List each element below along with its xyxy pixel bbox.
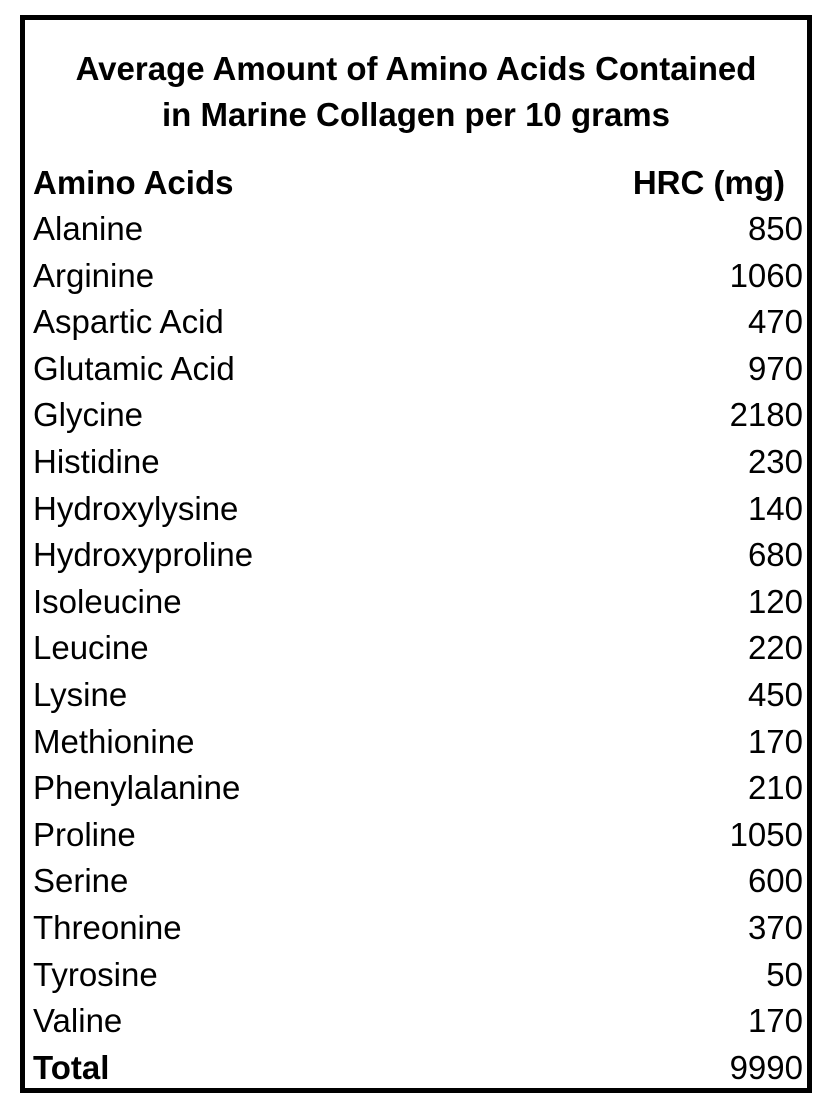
- table-frame: [20, 15, 812, 1093]
- amino-acid-name: Threonine: [33, 908, 182, 946]
- column-header-row: [25, 160, 807, 206]
- table-row: [25, 532, 807, 579]
- column-header-amino-acids: Amino Acids: [33, 164, 234, 201]
- total-amount: 9990: [729, 1048, 803, 1086]
- amino-acid-amount: 170: [747, 1002, 803, 1040]
- amino-acid-amount: 370: [747, 908, 803, 946]
- amino-acid-amount: 230: [747, 442, 803, 480]
- amino-acid-amount: 970: [747, 349, 803, 387]
- amino-acid-amount: 850: [747, 210, 803, 247]
- table-row: [25, 346, 807, 393]
- column-header-hrc: HRC (mg): [632, 164, 785, 201]
- amino-acid-amount: 1050: [729, 815, 803, 853]
- amino-acid-name: Histidine: [33, 442, 160, 480]
- table-row: [25, 812, 807, 859]
- amino-acid-amount: 450: [747, 675, 803, 713]
- amino-acid-name: Proline: [33, 815, 136, 853]
- amino-acid-name: Methionine: [33, 722, 195, 760]
- table-row: [25, 206, 807, 253]
- table-row: [25, 299, 807, 346]
- amino-acid-amount: 680: [747, 536, 803, 574]
- amino-acid-name: Isoleucine: [33, 582, 182, 620]
- amino-acid-name: Valine: [33, 1002, 123, 1040]
- table-title: [25, 46, 807, 138]
- table-row: [25, 952, 807, 999]
- amino-acid-amount: 470: [747, 303, 803, 341]
- amino-acid-name: Aspartic Acid: [33, 303, 224, 341]
- amino-acid-amount: 600: [747, 862, 803, 900]
- table-row: [25, 625, 807, 672]
- table-row: [25, 905, 807, 952]
- amino-acid-amount: 50: [766, 955, 803, 993]
- amino-acid-amount: 210: [747, 769, 803, 807]
- title-line-2: in Marine Collagen per 10 grams: [162, 96, 670, 133]
- table-row: [25, 253, 807, 300]
- amino-acid-name: Arginine: [33, 256, 155, 294]
- amino-acid-name: Leucine: [33, 629, 149, 667]
- amino-acid-amount: 1060: [729, 256, 803, 294]
- amino-acid-name: Tyrosine: [33, 955, 158, 993]
- total-row: [25, 1045, 807, 1092]
- table-row: [25, 579, 807, 626]
- table-row: [25, 719, 807, 766]
- amino-acid-name: Hydroxylysine: [33, 489, 239, 527]
- total-label: Total: [33, 1048, 110, 1086]
- amino-acid-name: Lysine: [33, 675, 128, 713]
- amino-acid-name: Phenylalanine: [33, 769, 241, 807]
- amino-acid-name: Glutamic Acid: [33, 349, 235, 387]
- amino-acid-name: Serine: [33, 862, 129, 900]
- amino-acid-amount: 220: [747, 629, 803, 667]
- table-row: [25, 998, 807, 1045]
- table-row: [25, 858, 807, 905]
- amino-acid-name: Alanine: [33, 210, 144, 247]
- amino-acid-amount: 140: [747, 489, 803, 527]
- amino-acid-name: Glycine: [33, 396, 144, 434]
- amino-acid-amount: 170: [747, 722, 803, 760]
- table-row: [25, 486, 807, 533]
- table-row: [25, 672, 807, 719]
- table-row: [25, 439, 807, 486]
- table-row: [25, 392, 807, 439]
- amino-acid-amount: 2180: [729, 396, 803, 434]
- amino-acid-amount: 120: [747, 582, 803, 620]
- amino-acid-name: Hydroxyproline: [33, 536, 254, 574]
- table-body: [25, 206, 807, 1091]
- title-line-1: Average Amount of Amino Acids Contained: [75, 50, 757, 87]
- table-row: [25, 765, 807, 812]
